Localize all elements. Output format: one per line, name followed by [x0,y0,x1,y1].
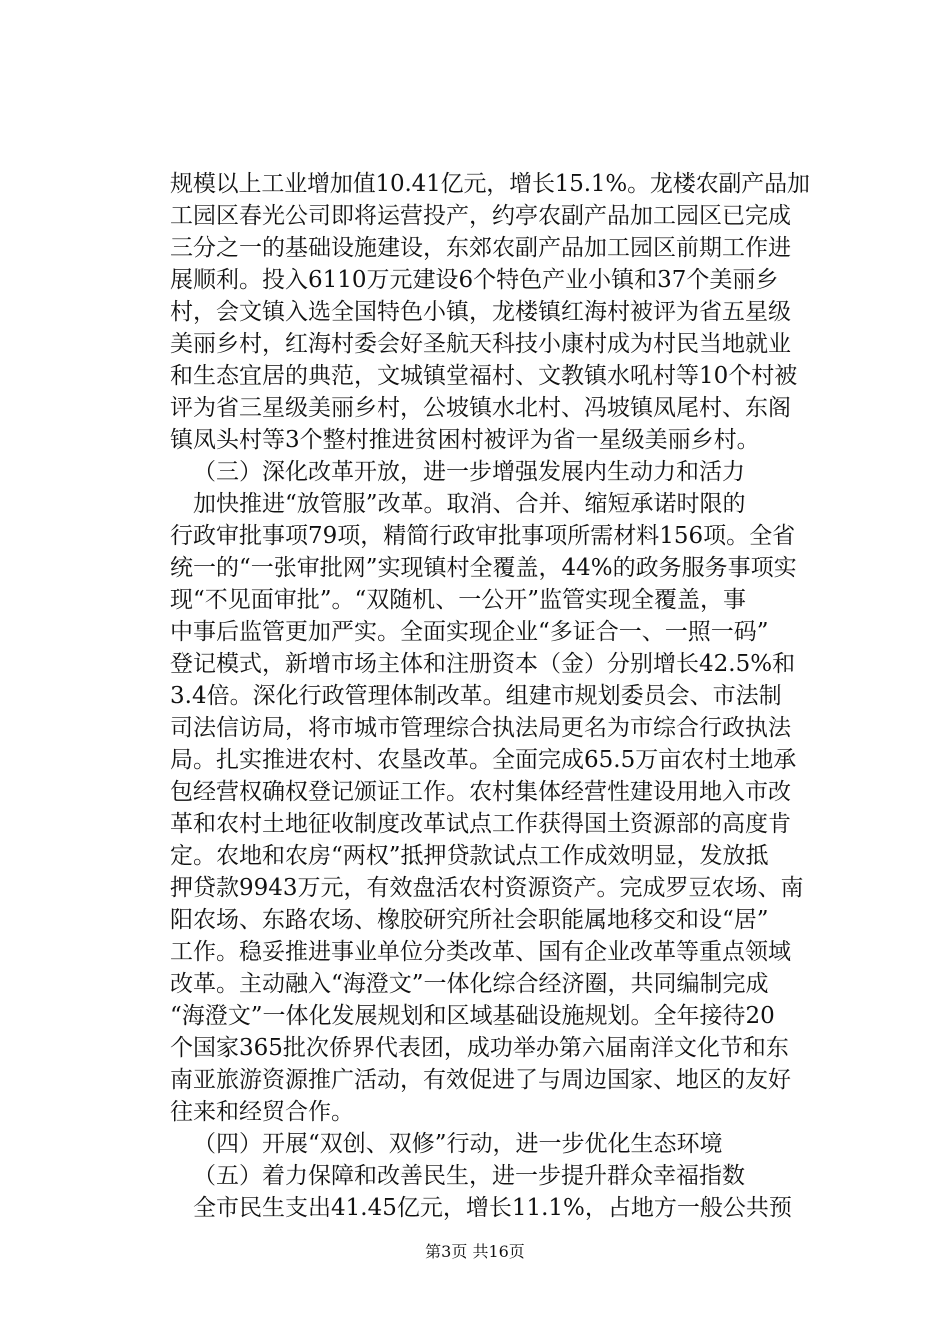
text-line: 南亚旅游资源推广活动，有效促进了与周边国家、地区的友好 [170,1067,791,1093]
text-line: 现“不见面审批”。“双随机、一公开”监管实现全覆盖，事 [170,587,747,613]
text-line: 3.4倍。深化行政管理体制改革。组建市规划委员会、市法制 [170,683,782,709]
text-line: 三分之一的基础设施建设，东郊农副产品加工园区前期工作进 [170,235,791,261]
text-line: 加快推进“放管服”改革。取消、合并、缩短承诺时限的 [193,491,746,517]
section-heading: （三）深化改革开放，进一步增强发展内生动力和活力 [193,459,745,485]
text-line: 阳农场、东路农场、橡胶研究所社会职能属地移交和设“居” [170,907,769,933]
text-line: 美丽乡村，红海村委会好圣航天科技小康村成为村民当地就业 [170,331,791,357]
text-line: 局。扎实推进农村、农垦改革。全面完成65.5万亩农村土地承 [170,747,797,773]
text-line: 登记模式，新增市场主体和注册资本（金）分别增长42.5%和 [170,651,796,677]
text-line: 改革。主动融入“海澄文”一体化综合经济圈，共同编制完成 [170,971,769,997]
text-line: 个国家365批次侨界代表团，成功举办第六届南洋文化节和东 [170,1035,789,1061]
text-line: 统一的“一张审批网”实现镇村全覆盖，44%的政务服务事项实 [170,555,797,581]
document-body [170,168,810,1224]
text-line: “海澄文”一体化发展规划和区域基础设施规划。全年接待20 [170,1003,775,1029]
text-line: 镇凤头村等3个整村推进贫困村被评为省一星级美丽乡村。 [170,427,760,453]
text-line: 村，会文镇入选全国特色小镇，龙楼镇红海村被评为省五星级 [170,299,791,325]
text-line: 革和农村土地征收制度改革试点工作获得国土资源部的高度肯 [170,811,791,837]
text-line: 中事后监管更加严实。全面实现企业“多证合一、一照一码” [170,619,769,645]
text-line: 押贷款9943万元，有效盘活农村资源资产。完成罗豆农场、南 [170,875,804,901]
text-line: 和生态宜居的典范，文城镇堂福村、文教镇水吼村等10个村被 [170,363,798,389]
text-line: 往来和经贸合作。 [170,1099,354,1125]
section-heading: （五）着力保障和改善民生，进一步提升群众幸福指数 [193,1163,745,1189]
section-heading: （四）开展“双创、双修”行动，进一步优化生态环境 [193,1131,723,1157]
text-line: 定。农地和农房“两权”抵押贷款试点工作成效明显，发放抵 [170,843,769,869]
text-line: 司法信访局，将市城市管理综合执法局更名为市综合行政执法 [170,715,791,741]
text-line: 规模以上工业增加值10.41亿元，增长15.1%。龙楼农副产品加 [170,171,810,197]
text-line: 评为省三星级美丽乡村，公坡镇水北村、冯坡镇凤尾村、东阁 [170,395,791,421]
text-line: 全市民生支出41.45亿元，增长11.1%，占地方一般公共预 [193,1195,792,1221]
text-line: 工园区春光公司即将运营投产，约亭农副产品加工园区已完成 [170,203,791,229]
text-line: 展顺利。投入6110万元建设6个特色产业小镇和37个美丽乡 [170,267,779,293]
page-footer: 第3页 共16页 [425,1242,525,1261]
text-line: 包经营权确权登记颁证工作。农村集体经营性建设用地入市改 [170,779,791,805]
text-line: 行政审批事项79项，精简行政审批事项所需材料156项。全省 [170,523,796,549]
text-line: 工作。稳妥推进事业单位分类改革、国有企业改革等重点领域 [170,939,791,965]
